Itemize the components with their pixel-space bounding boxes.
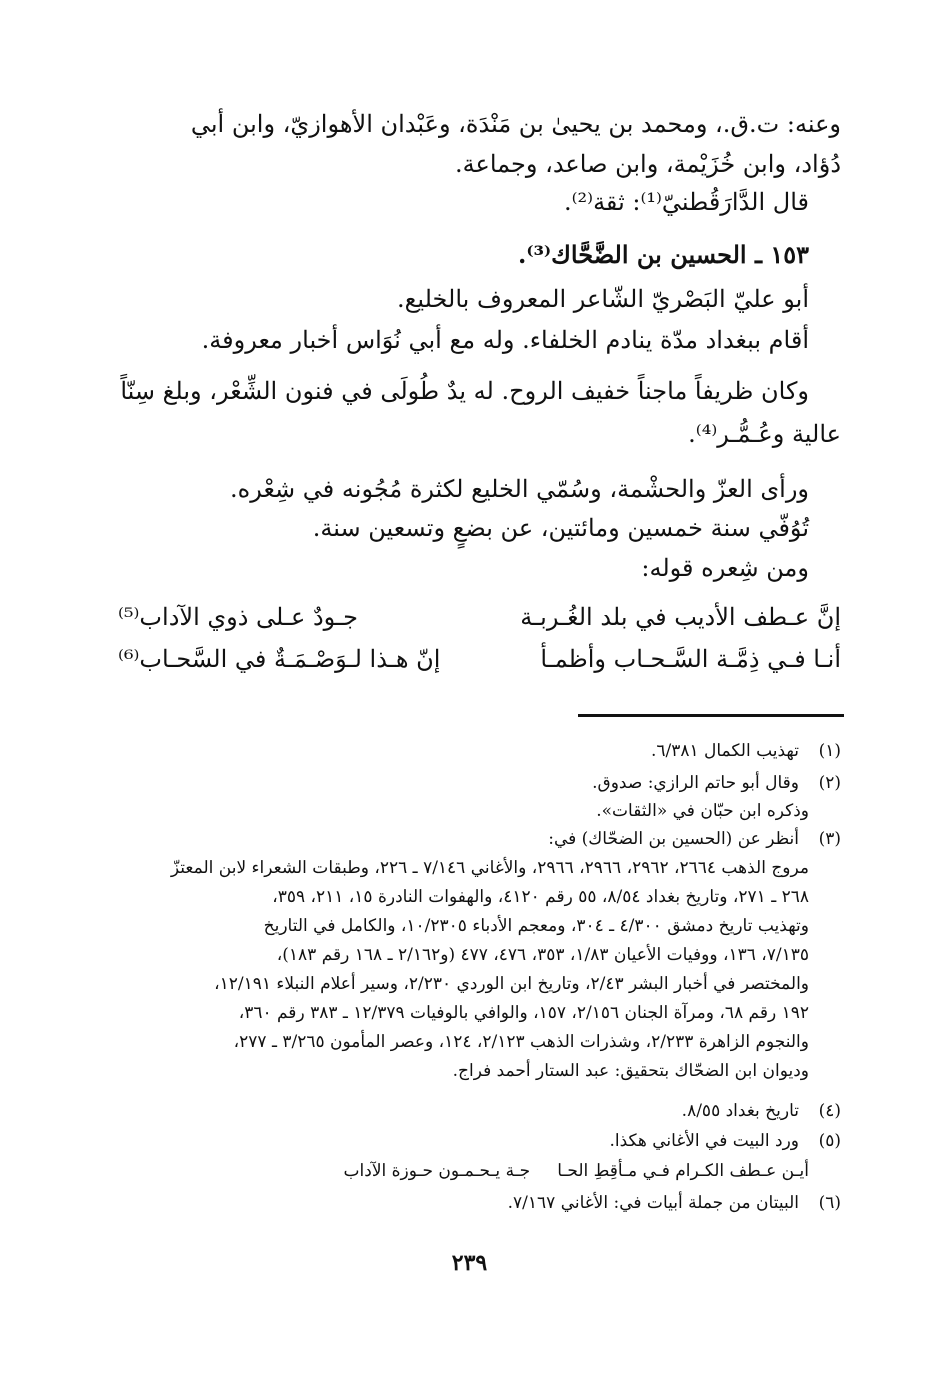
verse-hemistich: أنـا فـي ذِمَّـة السَّـحـاب وأظمـأ <box>540 645 841 673</box>
footnote-text: وتهذيب تاريخ دمشق ٤/٣٠٠ ـ ٣٠٤، ومعجم الأدباء ١٠/٢٣٠٥، والكامل في التاريخ <box>263 916 809 936</box>
footnote-text: وديوان ابن الضحّاك بتحقيق: عبد الستار أحمد فراج. <box>452 1061 809 1081</box>
footnote-number: (٤) <box>818 1101 841 1121</box>
verse-hemistich: إنّ هـذا لـوَصْـمَـةٌ في السَّحـاب⁽⁶⁾ <box>118 645 441 673</box>
footnote-text: مروج الذهب ٢٦٦٤، ٢٩٦٢، ٢٩٦٦، ٢٩٦٦، والأغاني ٧/١٤٦ ـ ٢٢٦، وطبقات الشعراء لابن المعتزّ <box>170 858 809 878</box>
footnote-text: تهذيب الكمال ٦/٣٨١. <box>650 741 799 761</box>
paragraph-line: قال الدَّارَقُطنيّ⁽¹⁾: ثقة⁽²⁾. <box>564 188 809 216</box>
footnote-text: ٢٦٨ ـ ٢٧١، وتاريخ بغداد ٨/٥٤، ٥٥ رقم ٤١٢٠، والهفوات النادرة ١٥، ٢١١، ٣٥٩، <box>272 887 809 907</box>
paragraph-line: ومن شِعره قوله: <box>641 554 809 582</box>
verse-hemistich: جـودٌ عـلى ذوي الآداب⁽⁵⁾ <box>118 603 358 631</box>
paragraph-line: وعنه: ت.ق.، ومحمد بن يحيىٰ بن مَنْدَة، وعَبْدان الأهوازيّ، وابن أبي <box>190 110 841 138</box>
footnote-text: ورد البيت في الأغاني هكذا. <box>609 1131 799 1151</box>
footnote-text: تاريخ بغداد ٨/٥٥. <box>681 1101 799 1121</box>
paragraph-line: عالية وعُـمُّـر⁽⁴⁾. <box>688 420 841 448</box>
paragraph-line: وكان ظريفاً ماجناً خفيف الروح. له يدٌ طُولَى في فنون الشِّعْر، وبلغ سِنّاً <box>120 377 809 405</box>
footnote-number: (٢) <box>818 773 841 793</box>
paragraph-line: دُؤاد، وابن خُزَيْمة، وابن صاعد، وجماعة. <box>455 150 841 178</box>
footnote-text: أنظر عن (الحسين بن الضحّاك) في: <box>548 829 799 849</box>
paragraph-line: أقام ببغداد مدّة ينادم الخلفاء. وله مع أبي نُوَاس أخبار معروفة. <box>201 326 809 354</box>
footnote-text: والمختصر في أخبار البشر ٢/٤٣، وتاريخ ابن الوردي ٢/٢٣٠، وسير أعلام النبلاء ١٢/١٩١، <box>214 974 809 994</box>
footnote-text: البيتان من جملة أبيات في: الأغاني ٧/١٦٧. <box>507 1193 799 1213</box>
footnote-number: (٣) <box>818 829 841 849</box>
verse-hemistich: إنَّ عـطف الأديب في بلد الغُـربـة <box>520 603 841 631</box>
footnote-text: وقال أبو حاتم الرازي: صدوق. <box>592 773 799 793</box>
paragraph-line: ورأى العزّ والحشْمة، وسُمّي الخليع لكثرة مُجُونه في شِعْره. <box>230 475 809 503</box>
footnote-number: (٥) <box>818 1131 841 1151</box>
paragraph-line: أبو عليّ البَصْريّ الشّاعر المعروف بالخليع. <box>396 285 809 313</box>
footnote-number: (١) <box>818 741 841 761</box>
paragraph-line: تُوُفّي سنة خمسين ومائتين، عن بضعٍ وتسعين سنة. <box>312 514 809 542</box>
page-number: ٢٣٩ <box>451 1250 488 1276</box>
verse-line-1 <box>118 603 841 639</box>
verse-line-2 <box>118 645 841 681</box>
footnote-verse: أيـن عـطف الكـرام فـي مـأقِطِ الحـا جـة يـحـمـون حـوزة الآداب <box>343 1161 809 1181</box>
footnote-number: (٦) <box>818 1193 841 1213</box>
footnote-text: ٧/١٣٥، ١٣٦، ووفيات الأعيان ١/٨٣، ٣٥٣، ٤٧٦، ٤٧٧ (و٢/١٦٢ ـ ١٦٨ رقم ١٨٣)، <box>276 945 809 965</box>
footnote-text: ١٩٢ رقم ٦٨، ومرآة الجنان ٢/١٥٦، ١٥٧، والوافي بالوفيات ١٢/٣٧٩ ـ ٣٨٣ رقم ٣٦٠، <box>238 1003 809 1023</box>
section-heading: ١٥٣ ـ الحسين بن الضَّحَّاك⁽³⁾. <box>517 240 809 269</box>
footnote-separator <box>578 714 844 717</box>
footnote-text: وذكره ابن حبّان في «الثقات». <box>596 801 809 821</box>
footnote-text: والنجوم الزاهرة ٢/٢٣٣، وشذرات الذهب ٢/١٢٣، ١٢٤، وعصر المأمون ٣/٢٦٥ ـ ٢٧٧، <box>233 1032 809 1052</box>
